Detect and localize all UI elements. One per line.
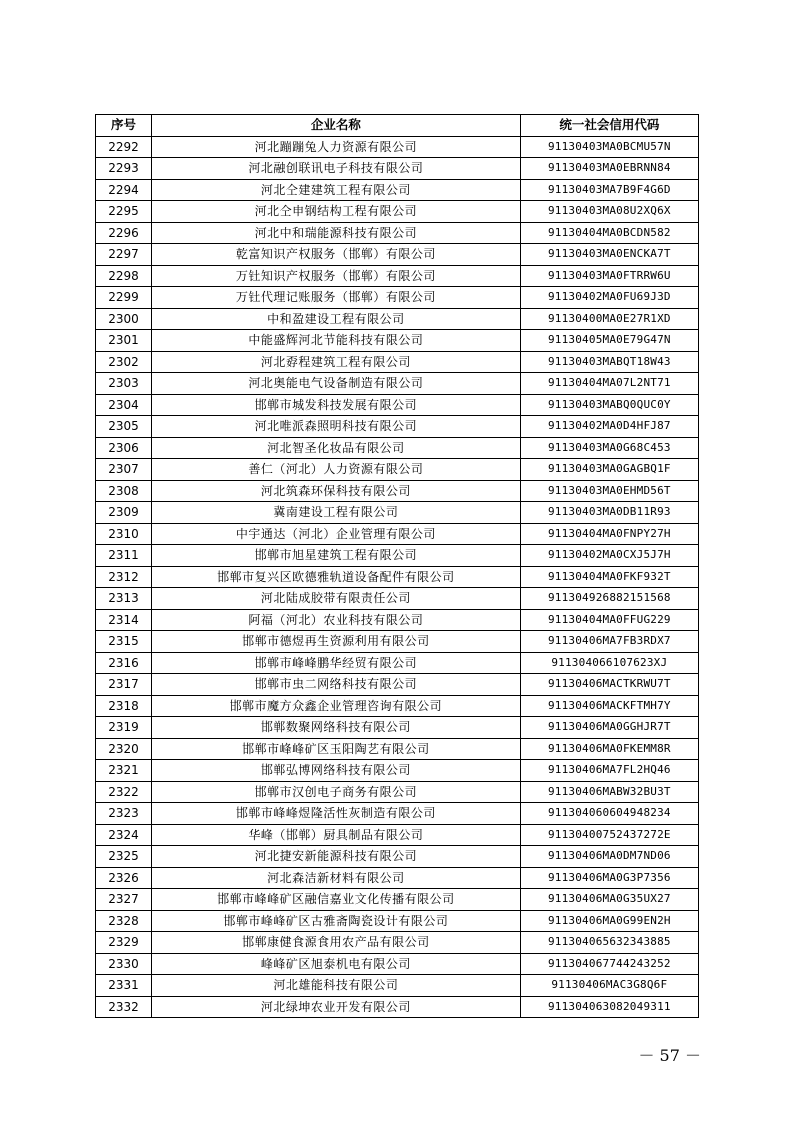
row-company-name: 河北绿坤农业开发有限公司	[152, 996, 521, 1018]
row-company-name: 邯郸市峰峰鹏华经贸有限公司	[152, 652, 521, 674]
row-index: 2296	[96, 222, 152, 244]
row-credit-code: 91130403MA0GAGBQ1F	[520, 459, 698, 481]
row-company-name: 华峰（邯郸）厨具制品有限公司	[152, 824, 521, 846]
row-credit-code: 91130403MA0EHMD56T	[520, 480, 698, 502]
header-company-name: 企业名称	[152, 115, 521, 137]
row-company-name: 河北仝申钢结构工程有限公司	[152, 201, 521, 223]
row-credit-code: 91130406MA0G3P7356	[520, 867, 698, 889]
table-row	[96, 459, 699, 481]
table-row	[96, 588, 699, 610]
table-row	[96, 523, 699, 545]
row-company-name: 河北智圣化妆品有限公司	[152, 437, 521, 459]
row-credit-code: 91130404MA0FKF932T	[520, 566, 698, 588]
table-row	[96, 158, 699, 180]
table-row	[96, 738, 699, 760]
row-credit-code: 91130406MA0GGHJR7T	[520, 717, 698, 739]
row-index: 2317	[96, 674, 152, 696]
row-credit-code: 91130403MA0BCMU57N	[520, 136, 698, 158]
row-company-name: 河北中和瑞能源科技有限公司	[152, 222, 521, 244]
row-company-name: 邯郸市汉创电子商务有限公司	[152, 781, 521, 803]
table-row	[96, 373, 699, 395]
row-company-name: 万钍代理记账服务（邯郸）有限公司	[152, 287, 521, 309]
table-row	[96, 932, 699, 954]
row-index: 2329	[96, 932, 152, 954]
row-company-name: 乾富知识产权服务（邯郸）有限公司	[152, 244, 521, 266]
row-index: 2306	[96, 437, 152, 459]
row-credit-code: 91130403MA0EBRNN84	[520, 158, 698, 180]
table-row	[96, 502, 699, 524]
row-company-name: 河北仝建建筑工程有限公司	[152, 179, 521, 201]
row-company-name: 冀南建设工程有限公司	[152, 502, 521, 524]
row-company-name: 河北奥能电气设备制造有限公司	[152, 373, 521, 395]
table-row	[96, 824, 699, 846]
row-company-name: 邯郸市虫二网络科技有限公司	[152, 674, 521, 696]
table-body	[96, 136, 699, 1018]
row-index: 2295	[96, 201, 152, 223]
row-index: 2292	[96, 136, 152, 158]
row-index: 2311	[96, 545, 152, 567]
row-index: 2321	[96, 760, 152, 782]
row-credit-code: 91130400MA0E27R1XD	[520, 308, 698, 330]
row-credit-code: 91130404MA07L2NT71	[520, 373, 698, 395]
row-index: 2298	[96, 265, 152, 287]
row-index: 2305	[96, 416, 152, 438]
table-row	[96, 394, 699, 416]
row-credit-code: 91130403MA08U2XQ6X	[520, 201, 698, 223]
row-index: 2328	[96, 910, 152, 932]
row-credit-code: 91130404MA0FNPY27H	[520, 523, 698, 545]
row-company-name: 河北雄能科技有限公司	[152, 975, 521, 997]
row-company-name: 中宇通达（河北）企业管理有限公司	[152, 523, 521, 545]
row-index: 2301	[96, 330, 152, 352]
row-company-name: 河北唯派森照明科技有限公司	[152, 416, 521, 438]
row-company-name: 中和盈建设工程有限公司	[152, 308, 521, 330]
row-index: 2316	[96, 652, 152, 674]
table-row	[96, 867, 699, 889]
table-row	[96, 803, 699, 825]
row-credit-code: 91130404MA0BCDN582	[520, 222, 698, 244]
row-index: 2314	[96, 609, 152, 631]
row-credit-code: 91130405MA0E79G47N	[520, 330, 698, 352]
table-row	[96, 351, 699, 373]
row-index: 2319	[96, 717, 152, 739]
row-credit-code: 91130403MA0G68C453	[520, 437, 698, 459]
row-index: 2302	[96, 351, 152, 373]
row-index: 2320	[96, 738, 152, 760]
row-index: 2315	[96, 631, 152, 653]
row-company-name: 邯郸市德煜再生资源利用有限公司	[152, 631, 521, 653]
table-row	[96, 437, 699, 459]
table-row	[96, 674, 699, 696]
row-company-name: 邯郸市峰峰矿区古雅斋陶瓷设计有限公司	[152, 910, 521, 932]
table-row	[96, 889, 699, 911]
row-credit-code: 91130406MACKFTMH7Y	[520, 695, 698, 717]
row-company-name: 峰峰矿区旭泰机电有限公司	[152, 953, 521, 975]
row-credit-code: 91130403MA0ENCKA7T	[520, 244, 698, 266]
row-credit-code: 91130403MA7B9F4G6D	[520, 179, 698, 201]
table-row	[96, 975, 699, 997]
row-company-name: 邯郸市复兴区欧德雅轨道设备配件有限公司	[152, 566, 521, 588]
row-credit-code: 91130402MA0FU69J3D	[520, 287, 698, 309]
page-number: － 57 －	[638, 1046, 701, 1065]
table-row	[96, 222, 699, 244]
row-company-name: 阿福（河北）农业科技有限公司	[152, 609, 521, 631]
row-company-name: 河北森洁新材料有限公司	[152, 867, 521, 889]
row-index: 2300	[96, 308, 152, 330]
table-row	[96, 480, 699, 502]
row-credit-code: 91130402MA0CXJ5J7H	[520, 545, 698, 567]
header-credit-code: 统一社会信用代码	[520, 115, 698, 137]
table-row	[96, 609, 699, 631]
table-row	[96, 652, 699, 674]
table-row	[96, 416, 699, 438]
row-credit-code: 91130406MA0G35UX27	[520, 889, 698, 911]
row-index: 2297	[96, 244, 152, 266]
row-index: 2304	[96, 394, 152, 416]
row-company-name: 邯郸市魔方众鑫企业管理咨询有限公司	[152, 695, 521, 717]
table-row	[96, 265, 699, 287]
table-row	[96, 179, 699, 201]
row-credit-code: 91130406MA0G99EN2H	[520, 910, 698, 932]
table-row	[96, 781, 699, 803]
row-index: 2312	[96, 566, 152, 588]
row-index: 2331	[96, 975, 152, 997]
row-credit-code: 91130406MACTKRWU7T	[520, 674, 698, 696]
row-index: 2330	[96, 953, 152, 975]
table-row	[96, 244, 699, 266]
header-index: 序号	[96, 115, 152, 137]
row-credit-code: 911304060604948234	[520, 803, 698, 825]
row-credit-code: 91130406MABW32BU3T	[520, 781, 698, 803]
row-credit-code: 91130402MA0D4HFJ87	[520, 416, 698, 438]
row-credit-code: 911304067744243252	[520, 953, 698, 975]
row-credit-code: 91130403MABQ0QUC0Y	[520, 394, 698, 416]
row-index: 2324	[96, 824, 152, 846]
row-company-name: 河北孬程建筑工程有限公司	[152, 351, 521, 373]
table-row	[96, 566, 699, 588]
table-row	[96, 631, 699, 653]
row-credit-code: 911304063082049311	[520, 996, 698, 1018]
table-header-row	[96, 115, 699, 137]
row-company-name: 邯郸弘博网络科技有限公司	[152, 760, 521, 782]
row-company-name: 邯郸市城发科技发展有限公司	[152, 394, 521, 416]
row-company-name: 善仁（河北）人力资源有限公司	[152, 459, 521, 481]
table-row	[96, 760, 699, 782]
table-row	[96, 308, 699, 330]
row-index: 2303	[96, 373, 152, 395]
row-index: 2309	[96, 502, 152, 524]
row-index: 2308	[96, 480, 152, 502]
row-company-name: 邯郸康健食源食用农产品有限公司	[152, 932, 521, 954]
row-company-name: 邯郸市峰峰矿区融信嘉业文化传播有限公司	[152, 889, 521, 911]
row-index: 2299	[96, 287, 152, 309]
table-row	[96, 545, 699, 567]
row-credit-code: 91130403MA0FTRRW6U	[520, 265, 698, 287]
table-row	[96, 136, 699, 158]
table-row	[96, 287, 699, 309]
row-company-name: 邯郸数聚网络科技有限公司	[152, 717, 521, 739]
row-index: 2326	[96, 867, 152, 889]
row-index: 2323	[96, 803, 152, 825]
row-index: 2327	[96, 889, 152, 911]
enterprise-table	[95, 114, 699, 1018]
row-index: 2294	[96, 179, 152, 201]
row-credit-code: 91130406MAC3G8Q6F	[520, 975, 698, 997]
row-index: 2318	[96, 695, 152, 717]
row-company-name: 河北陆成胶带有限责任公司	[152, 588, 521, 610]
row-company-name: 邯郸市峰峰矿区玉阳陶艺有限公司	[152, 738, 521, 760]
table-row	[96, 846, 699, 868]
row-credit-code: 911304926882151568	[520, 588, 698, 610]
row-company-name: 万钍知识产权服务（邯郸）有限公司	[152, 265, 521, 287]
row-credit-code: 91130406MA0FKEMM8R	[520, 738, 698, 760]
table-row	[96, 695, 699, 717]
row-company-name: 中能盛辉河北节能科技有限公司	[152, 330, 521, 352]
row-company-name: 邯郸市旭星建筑工程有限公司	[152, 545, 521, 567]
table-row	[96, 953, 699, 975]
row-credit-code: 91130403MA0DB11R93	[520, 502, 698, 524]
row-index: 2293	[96, 158, 152, 180]
row-credit-code: 91130403MABQT18W43	[520, 351, 698, 373]
row-index: 2322	[96, 781, 152, 803]
table-row	[96, 996, 699, 1018]
row-credit-code: 91130404MA0FFUG229	[520, 609, 698, 631]
table-row	[96, 717, 699, 739]
row-credit-code: 91130406MA0DM7ND06	[520, 846, 698, 868]
table-row	[96, 910, 699, 932]
row-credit-code: 91130406MA7FB3RDX7	[520, 631, 698, 653]
row-index: 2325	[96, 846, 152, 868]
row-index: 2310	[96, 523, 152, 545]
row-credit-code: 911304066107623XJ	[520, 652, 698, 674]
row-company-name: 河北筑森环保科技有限公司	[152, 480, 521, 502]
row-company-name: 邯郸市峰峰煜隆活性灰制造有限公司	[152, 803, 521, 825]
table-row	[96, 201, 699, 223]
row-credit-code: 91130406MA7FL2HQ46	[520, 760, 698, 782]
table-row	[96, 330, 699, 352]
row-company-name: 河北捷安新能源科技有限公司	[152, 846, 521, 868]
row-company-name: 河北融创联讯电子科技有限公司	[152, 158, 521, 180]
row-credit-code: 91130400752437272E	[520, 824, 698, 846]
row-index: 2332	[96, 996, 152, 1018]
row-credit-code: 911304065632343885	[520, 932, 698, 954]
row-index: 2307	[96, 459, 152, 481]
row-index: 2313	[96, 588, 152, 610]
row-company-name: 河北蹦蹦兔人力资源有限公司	[152, 136, 521, 158]
